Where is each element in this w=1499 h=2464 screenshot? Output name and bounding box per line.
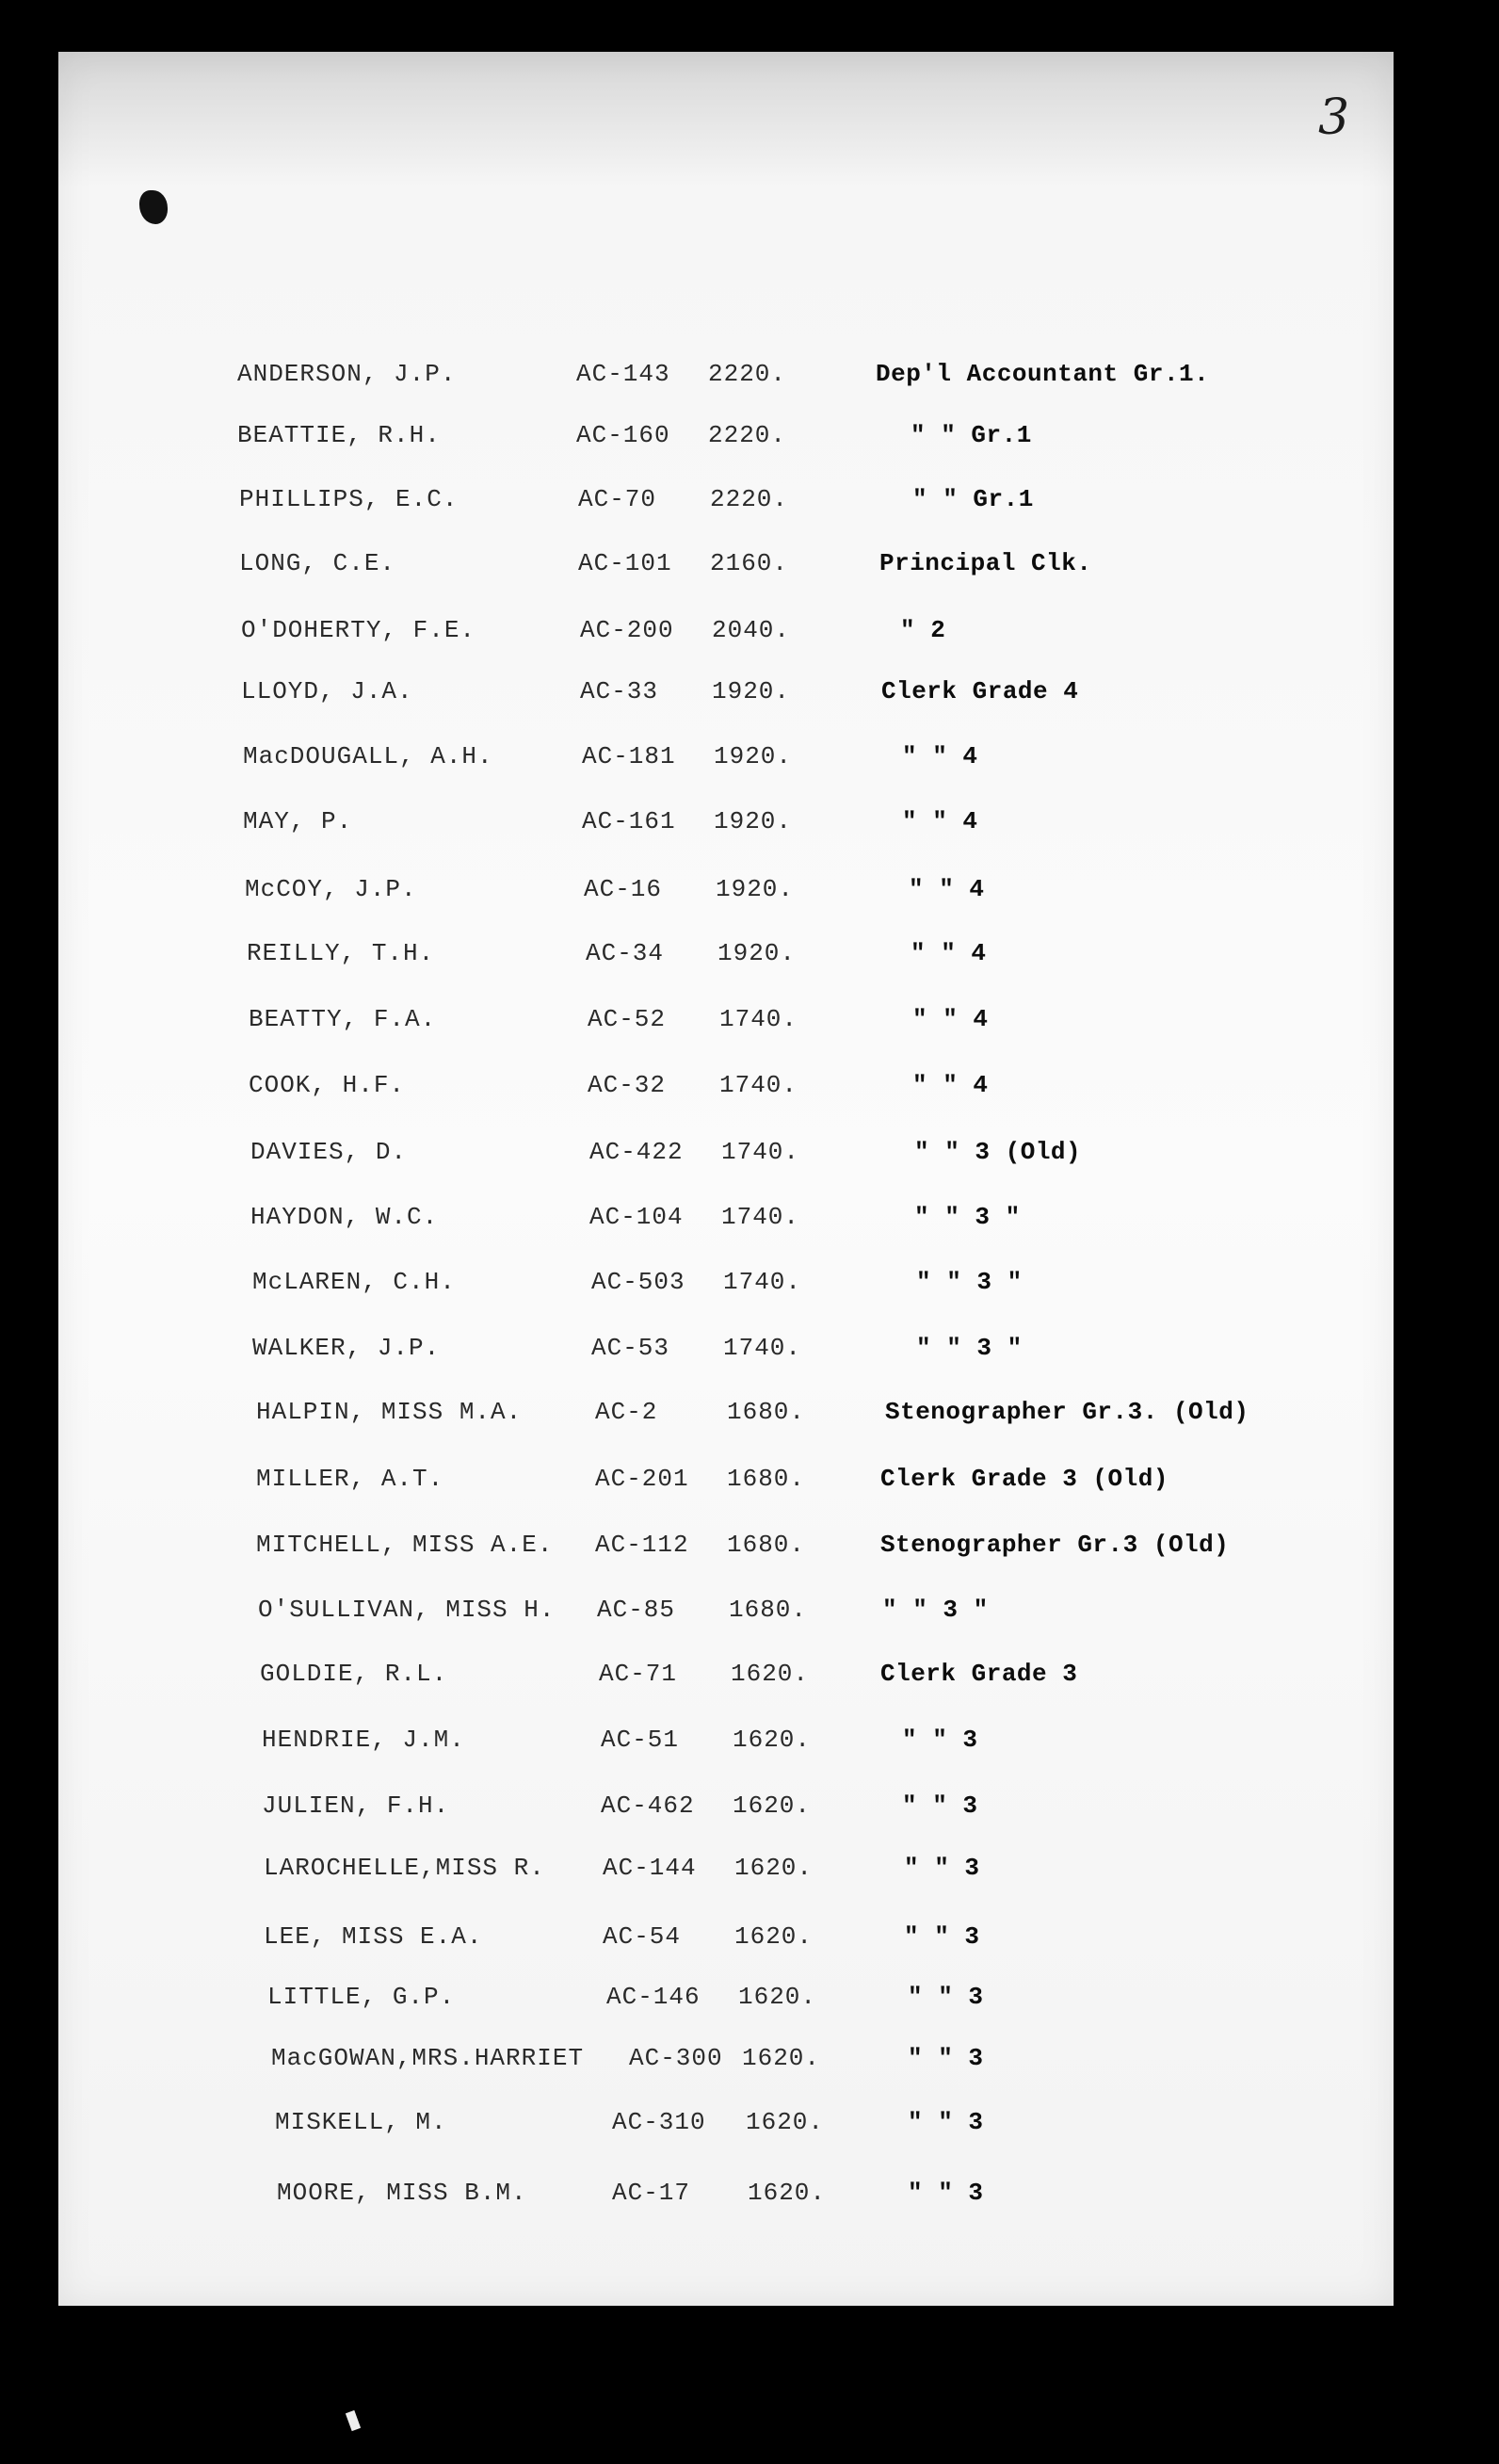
employee-code: AC-146 [606,1983,701,2011]
list-item [237,421,1461,459]
employee-code: AC-16 [584,875,663,903]
employee-title: " " 3 [908,2179,984,2207]
list-item [252,1334,1476,1371]
employee-title: " " 4 [912,1071,989,1099]
employee-code: AC-503 [591,1268,685,1296]
employee-title: " " 3 " [882,1596,989,1624]
employee-salary: 1620. [734,1922,814,1951]
list-item [241,616,1465,654]
employee-name: MacGOWAN,MRS.HARRIET [271,2044,585,2072]
employee-salary: 1920. [712,677,791,705]
employee-code: AC-112 [595,1531,689,1559]
employee-title: " 2 [900,616,946,644]
employee-code: AC-51 [601,1726,680,1754]
employee-salary: 1620. [733,1726,812,1754]
employee-name: WALKER, J.P. [252,1334,441,1362]
list-item [239,485,1463,523]
employee-title: " " 3 " [914,1203,1021,1231]
employee-salary: 1920. [717,939,797,967]
employee-salary: 1620. [738,1983,817,2011]
employee-title: " " 3 (Old) [914,1138,1082,1166]
employee-name: LAROCHELLE,MISS R. [264,1854,545,1882]
employee-salary: 2040. [712,616,791,644]
employee-title: " " 4 [902,742,978,770]
employee-code: AC-422 [589,1138,684,1166]
employee-code: AC-52 [588,1005,667,1033]
list-item [239,549,1463,587]
employee-name: MILLER, A.T. [256,1465,444,1493]
list-item [250,1203,1475,1240]
employee-code: AC-310 [612,2108,706,2136]
employee-title: " " Gr.1 [911,421,1032,449]
employee-name: JULIEN, F.H. [262,1791,450,1820]
employee-salary: 2220. [708,360,787,388]
employee-name: BEATTIE, R.H. [237,421,441,449]
employee-salary: 1620. [746,2108,825,2136]
employee-salary: 1740. [723,1334,802,1362]
employee-code: AC-71 [599,1660,678,1688]
employee-code: AC-161 [582,807,676,835]
employee-code: AC-34 [586,939,665,967]
employee-salary: 1620. [733,1791,812,1820]
employee-title: " " 4 [909,875,985,903]
employee-code: AC-143 [576,360,670,388]
list-item [249,1005,1473,1043]
employee-name: LITTLE, G.P. [267,1983,456,2011]
list-item [262,1726,1486,1763]
employee-name: HALPIN, MISS M.A. [256,1398,523,1426]
employee-salary: 1740. [721,1138,800,1166]
list-item [267,1983,1491,2020]
list-item [264,1922,1488,1960]
employee-name: HAYDON, W.C. [250,1203,439,1231]
employee-title: Stenographer Gr.3. (Old) [885,1398,1249,1426]
employee-title: Principal Clk. [879,549,1092,577]
employee-name: REILLY, T.H. [247,939,435,967]
employee-title: " " 3 [904,1922,980,1951]
employee-salary: 1620. [731,1660,810,1688]
list-item [256,1531,1480,1568]
employee-salary: 1920. [714,742,793,770]
employee-title: Dep'l Accountant Gr.1. [876,360,1210,388]
employee-salary: 2160. [710,549,789,577]
list-item [247,939,1471,977]
employee-name: HENDRIE, J.M. [262,1726,465,1754]
employee-salary: 1680. [727,1465,806,1493]
employee-salary: 1740. [719,1005,798,1033]
employee-name: COOK, H.F. [249,1071,406,1099]
employee-title: " " 4 [911,939,987,967]
employee-name: MacDOUGALL, A.H. [243,742,493,770]
employee-title: " " Gr.1 [912,485,1034,513]
employee-code: AC-160 [576,421,670,449]
employee-name: DAVIES, D. [250,1138,408,1166]
employee-title: Clerk Grade 4 [881,677,1079,705]
employee-title: " " 3 [902,1791,978,1820]
list-item [252,1268,1476,1305]
employee-name: McLAREN, C.H. [252,1268,456,1296]
employee-salary: 1920. [716,875,795,903]
employee-title: Clerk Grade 3 (Old) [880,1465,1169,1493]
employee-salary: 1620. [748,2179,827,2207]
list-item [260,1660,1484,1697]
employee-code: AC-181 [582,742,676,770]
employee-title: " " 3 [902,1726,978,1754]
employee-salary: 1740. [721,1203,800,1231]
employee-title: Clerk Grade 3 [880,1660,1078,1688]
employee-name: MISKELL, M. [275,2108,447,2136]
employee-salary: 1740. [723,1268,802,1296]
employee-code: AC-32 [588,1071,667,1099]
employee-title: Stenographer Gr.3 (Old) [880,1531,1230,1559]
employee-salary: 1680. [727,1398,806,1426]
list-item [237,360,1461,397]
list-item [250,1138,1475,1175]
employee-name: O'DOHERTY, F.E. [241,616,476,644]
employee-name: LONG, C.E. [239,549,396,577]
employee-salary: 1680. [727,1531,806,1559]
employee-salary: 1920. [714,807,793,835]
employee-code: AC-462 [601,1791,695,1820]
employee-code: AC-104 [589,1203,684,1231]
employee-title: " " 3 " [916,1268,1023,1296]
employee-salary: 1620. [734,1854,814,1882]
employee-name: MAY, P. [243,807,353,835]
list-item [256,1465,1480,1502]
employee-name: GOLDIE, R.L. [260,1660,448,1688]
list-item [256,1398,1480,1435]
employee-code: AC-300 [629,2044,723,2072]
employee-salary: 2220. [710,485,789,513]
list-item [243,742,1467,780]
employee-title: " " 3 [904,1854,980,1882]
employee-code: AC-201 [595,1465,689,1493]
employee-name: McCOY, J.P. [245,875,417,903]
employee-title: " " 4 [902,807,978,835]
employee-code: AC-33 [580,677,659,705]
employee-name: PHILLIPS, E.C. [239,485,459,513]
employee-code: AC-53 [591,1334,670,1362]
employee-code: AC-70 [578,485,657,513]
employee-name: ANDERSON, J.P. [237,360,457,388]
employee-salary: 1740. [719,1071,798,1099]
employee-code: AC-200 [580,616,674,644]
list-item [262,1791,1486,1829]
list-item [243,807,1467,845]
employee-code: AC-2 [595,1398,658,1426]
list-item [245,875,1469,913]
list-item [249,1071,1473,1109]
employee-code: AC-54 [603,1922,682,1951]
employee-name: LLOYD, J.A. [241,677,413,705]
employee-name: MITCHELL, MISS A.E. [256,1531,554,1559]
employee-salary: 1680. [729,1596,808,1624]
employee-salary: 2220. [708,421,787,449]
list-item [271,2044,1495,2082]
list-item [258,1596,1482,1633]
employee-title: " " 4 [912,1005,989,1033]
employee-code: AC-144 [603,1854,697,1882]
employee-code: AC-85 [597,1596,676,1624]
employee-code: AC-17 [612,2179,691,2207]
employee-title: " " 3 [908,2108,984,2136]
employee-code: AC-101 [578,549,672,577]
list-item [277,2179,1499,2216]
list-item [241,677,1465,715]
list-item [264,1854,1488,1891]
employee-name: LEE, MISS E.A. [264,1922,483,1951]
employee-title: " " 3 [908,1983,984,2011]
employee-name: O'SULLIVAN, MISS H. [258,1596,556,1624]
list-item [275,2108,1499,2146]
page-number: 3 [1318,89,1350,146]
employee-title: " " 3 [908,2044,984,2072]
employee-title: " " 3 " [916,1334,1023,1362]
employee-name: BEATTY, F.A. [249,1005,437,1033]
employee-name: MOORE, MISS B.M. [277,2179,527,2207]
employee-salary: 1620. [742,2044,821,2072]
